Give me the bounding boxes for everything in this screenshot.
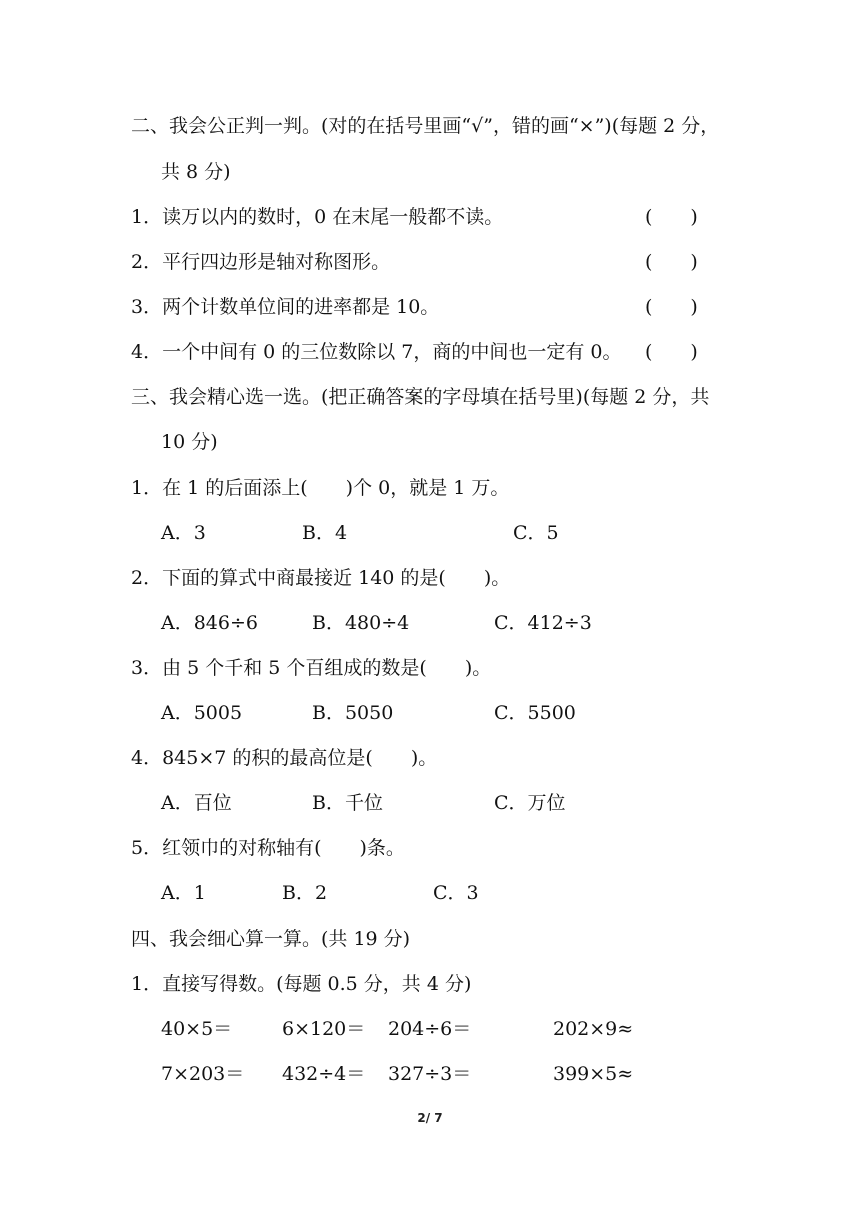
choice-option-c[interactable]: C．5500 (494, 702, 576, 724)
calc-item: 399×5≈ (553, 1063, 634, 1085)
section2-heading: 二、我会公正判一判。(对的在括号里画“√”，错的画“×”)(每题 2 分， (131, 115, 720, 137)
choice-question-2: 2．下面的算式中商最接近 140 的是( )。 (131, 567, 511, 589)
choice-option-a[interactable]: A．5005 (161, 702, 243, 724)
answer-paren-1[interactable]: ( ) (645, 206, 698, 228)
judge-item-3: 3．两个计数单位间的进率都是 10。 (131, 296, 440, 318)
answer-paren-2[interactable]: ( ) (645, 251, 698, 273)
page-number: 2/ 7 (417, 1111, 443, 1125)
section3-heading: 三、我会精心选一选。(把正确答案的字母填在括号里)(每题 2 分，共 (131, 386, 710, 408)
choice-question-4: 4．845×7 的积的最高位是( )。 (131, 747, 438, 769)
choice-option-c[interactable]: C．412÷3 (494, 612, 592, 634)
choice-option-b[interactable]: B．5050 (312, 702, 394, 724)
calc-item: 6×120＝ (282, 1018, 366, 1040)
calc-item: 7×203＝ (161, 1063, 245, 1085)
choice-question-5: 5．红领巾的对称轴有( )条。 (131, 837, 405, 859)
section3-heading-cont: 10 分) (161, 431, 218, 453)
answer-paren-3[interactable]: ( ) (645, 296, 698, 318)
judge-item-2: 2．平行四边形是轴对称图形。 (131, 251, 391, 273)
choice-option-b[interactable]: B．千位 (312, 792, 383, 814)
choice-option-a[interactable]: A．1 (161, 882, 206, 904)
choice-option-a[interactable]: A．846÷6 (161, 612, 258, 634)
judge-item-1: 1．读万以内的数时，0 在末尾一般都不读。 (131, 206, 504, 228)
section4-heading: 四、我会细心算一算。(共 19 分) (131, 928, 411, 950)
calc-item: 202×9≈ (553, 1018, 634, 1040)
calc-item: 327÷3＝ (388, 1063, 472, 1085)
answer-paren-4[interactable]: ( ) (645, 341, 698, 363)
section4-sub1-title: 1．直接写得数。(每题 0.5 分，共 4 分) (131, 973, 472, 995)
judge-item-4: 4．一个中间有 0 的三位数除以 7，商的中间也一定有 0。 (131, 341, 622, 363)
choice-option-b[interactable]: B．480÷4 (312, 612, 410, 634)
calc-item: 204÷6＝ (388, 1018, 472, 1040)
choice-option-a[interactable]: A．3 (161, 522, 206, 544)
choice-option-a[interactable]: A．百位 (161, 792, 232, 814)
calc-item: 40×5＝ (161, 1018, 233, 1040)
section2-heading-cont: 共 8 分) (161, 161, 231, 183)
calc-item: 432÷4＝ (282, 1063, 366, 1085)
choice-option-c[interactable]: C．5 (513, 522, 559, 544)
choice-option-b[interactable]: B．2 (282, 882, 328, 904)
choice-question-1: 1．在 1 的后面添上( )个 0，就是 1 万。 (131, 477, 510, 499)
choice-option-c[interactable]: C．3 (433, 882, 479, 904)
choice-option-c[interactable]: C．万位 (494, 792, 566, 814)
choice-option-b[interactable]: B．4 (302, 522, 348, 544)
choice-question-3: 3．由 5 个千和 5 个百组成的数是( )。 (131, 657, 492, 679)
